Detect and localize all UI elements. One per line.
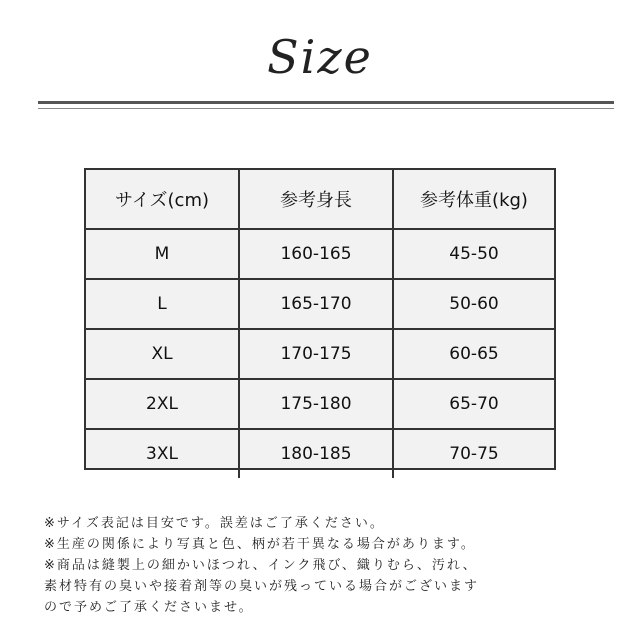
cell-height: 180-185 (239, 429, 393, 478)
note-line: ※生産の関係により写真と色、柄が若干異なる場合があります。 (44, 537, 476, 552)
cell-height: 170-175 (239, 329, 393, 379)
page-title: Size (267, 30, 373, 84)
notes (44, 513, 614, 618)
cell-height: 175-180 (239, 379, 393, 429)
title-divider-thick (38, 101, 614, 104)
header-weight: 参考体重(kg) (393, 170, 554, 229)
cell-height: 165-170 (239, 279, 393, 329)
cell-size: 2XL (86, 379, 239, 429)
cell-weight: 45-50 (393, 229, 554, 279)
note-line: ので予めご了承くださいませ。 (44, 600, 254, 615)
cell-size: M (86, 229, 239, 279)
title-divider-thin (38, 108, 614, 109)
note-line: ※商品は縫製上の細かいほつれ、インク飛び、織りむら、汚れ、 (44, 558, 478, 573)
table-header-row (86, 170, 554, 229)
cell-size: 3XL (86, 429, 239, 478)
cell-weight: 65-70 (393, 379, 554, 429)
header-size: サイズ(cm) (86, 170, 239, 229)
table-row (86, 279, 554, 329)
cell-weight: 70-75 (393, 429, 554, 478)
cell-weight: 50-60 (393, 279, 554, 329)
note-line: 素材特有の臭いや接着剤等の臭いが残っている場合がございます (44, 579, 480, 594)
table-row (86, 329, 554, 379)
cell-height: 160-165 (239, 229, 393, 279)
header-height: 参考身長 (239, 170, 393, 229)
table-row (86, 429, 554, 478)
cell-size: XL (86, 329, 239, 379)
note-line: ※サイズ表記は目安です。誤差はご了承ください。 (44, 516, 385, 531)
cell-size: L (86, 279, 239, 329)
table-row (86, 379, 554, 429)
table-row (86, 229, 554, 279)
cell-weight: 60-65 (393, 329, 554, 379)
size-table (84, 168, 556, 470)
